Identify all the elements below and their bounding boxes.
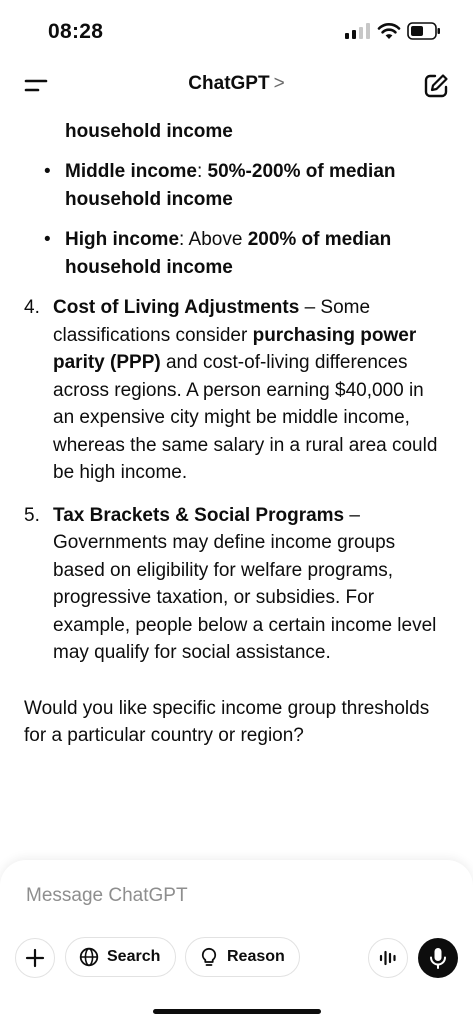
item-number: 5. <box>24 504 40 526</box>
waveform-icon <box>369 939 407 977</box>
new-chat-icon[interactable] <box>422 72 450 100</box>
numbered-item-5: 5. Tax Brackets & Social Programs – Governments may define income groups based on eligibility for welfare programs, progressive taxation, or subsidies. For example, people below a certain income level may qualify for social assistance. <box>0 502 473 667</box>
message-input[interactable]: Message ChatGPT <box>26 885 188 906</box>
home-indicator[interactable] <box>153 1009 321 1014</box>
closing-question: Would you like specific income group thresholds for a particular country or region? <box>24 697 430 746</box>
item-number: 4. <box>24 297 40 318</box>
list-item: household income <box>0 98 473 145</box>
list-item: • Middle income: 50%-200% of median household income <box>0 158 473 213</box>
search-button[interactable] <box>65 937 176 977</box>
cellular-signal-icon <box>345 23 371 39</box>
model-selector[interactable] <box>0 73 473 95</box>
chat-content[interactable] <box>0 98 473 858</box>
reason-label: Reason <box>227 948 285 965</box>
numbered-item-4: 4. Cost of Living Adjustments – Some classifications consider purchasing power parity (PPP) and cost-of-living differences across regions. A person earning $40,000 in an expensive city might be middle income, whereas the same salary in a rural area could be high income. <box>0 294 473 487</box>
chevron-right-icon: > <box>273 73 285 94</box>
list-item: • High income: Above 200% of median household income <box>0 226 473 281</box>
reason-button[interactable] <box>185 937 300 977</box>
bullet: • <box>44 229 51 250</box>
voice-mode-button[interactable] <box>368 938 408 978</box>
plus-icon <box>16 939 54 977</box>
app-header <box>0 62 473 110</box>
globe-icon <box>79 947 99 967</box>
battery-icon <box>407 22 441 40</box>
lightbulb-icon <box>199 947 219 967</box>
status-time: 08:28 <box>48 20 104 43</box>
dictate-button[interactable] <box>418 938 458 978</box>
microphone-icon <box>418 938 458 978</box>
status-bar <box>0 0 473 60</box>
assistant-message <box>0 98 473 750</box>
wifi-icon <box>377 20 401 40</box>
bullet: • <box>44 161 51 182</box>
search-label: Search <box>107 948 161 965</box>
attach-button[interactable] <box>15 938 55 978</box>
page-title: ChatGPT <box>188 73 270 94</box>
message-composer <box>0 860 473 1024</box>
